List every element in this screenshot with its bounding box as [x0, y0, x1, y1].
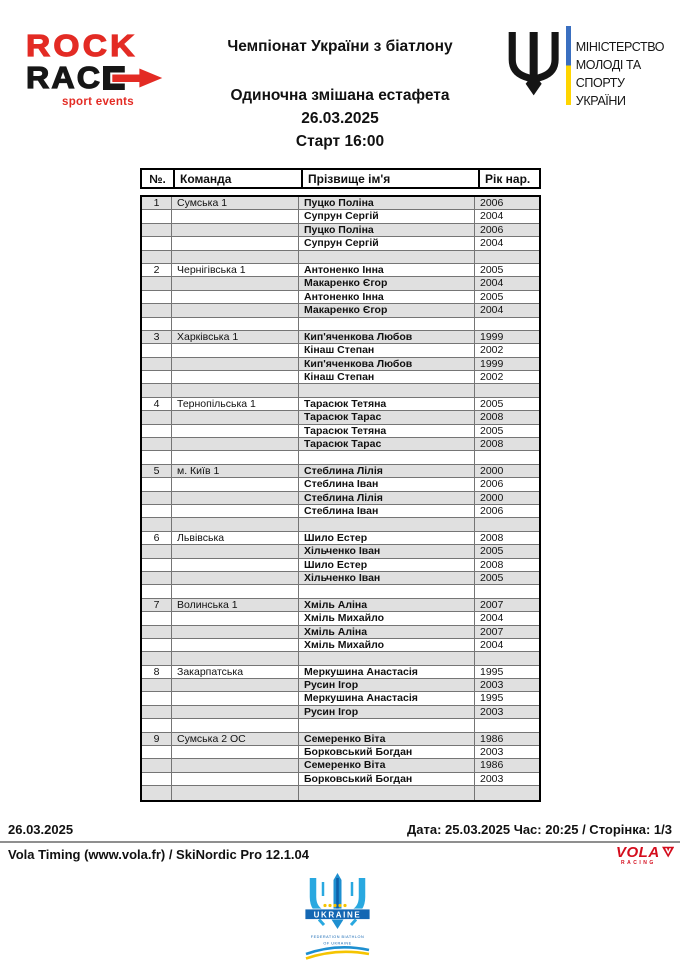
cell-year: 2002	[480, 371, 504, 384]
cell-name	[299, 251, 475, 263]
cell-team	[172, 224, 299, 236]
cell-number	[142, 425, 172, 437]
cell-year: 2000	[480, 491, 504, 504]
cell-team	[172, 706, 299, 718]
table-row	[142, 465, 539, 478]
cell-team	[172, 304, 299, 316]
cell-year: 2006	[480, 504, 504, 517]
cell-name: Шило Естер	[299, 559, 475, 571]
rockrace-logo-race: RAC	[26, 60, 103, 95]
cell-number: 6	[142, 532, 172, 544]
cell-year: 2007	[480, 598, 504, 611]
rockrace-logo-subtitle: sport events	[62, 96, 134, 108]
cell-team: Тернопільська 1	[172, 398, 299, 410]
cell-year: 2004	[480, 612, 504, 625]
cell-team	[172, 344, 299, 356]
cell-year: 2008	[480, 558, 504, 571]
cell-year: 2005	[480, 424, 504, 437]
cell-team	[172, 746, 299, 758]
cell-name: Тарасюк Тетяна	[299, 398, 475, 410]
table-row	[142, 277, 539, 290]
cell-team	[172, 585, 299, 597]
cell-team	[172, 719, 299, 731]
trident-icon	[506, 25, 561, 105]
cell-year	[475, 652, 539, 664]
federation-biathlon-logo	[300, 873, 376, 961]
cell-team	[172, 411, 299, 423]
cell-year: 1999	[480, 357, 504, 370]
cell-year: 2007	[480, 625, 504, 638]
cell-number: 8	[142, 666, 172, 678]
cell-number	[142, 451, 172, 463]
cell-year: 2006	[480, 223, 504, 236]
table-row	[142, 746, 539, 759]
table-row	[142, 291, 539, 304]
table-row	[142, 358, 539, 371]
cell-team	[172, 518, 299, 530]
cell-name: Тарасюк Тарас	[299, 411, 475, 423]
cell-year	[475, 318, 539, 330]
column-header-team: Команда	[173, 170, 301, 187]
separator-row	[142, 719, 539, 732]
table-row	[142, 679, 539, 692]
separator-row	[142, 786, 539, 799]
cell-year: 2005	[480, 397, 504, 410]
table-row	[142, 759, 539, 772]
cell-name: Хільченко Іван	[299, 572, 475, 584]
cell-name: Стеблина Лілія	[299, 465, 475, 477]
cell-name: Русин Ігор	[299, 679, 475, 691]
cell-team	[172, 759, 299, 771]
table-row	[142, 532, 539, 545]
cell-number	[142, 518, 172, 530]
table-row	[142, 706, 539, 719]
cell-name: Тарасюк Тетяна	[299, 425, 475, 437]
table-row	[142, 264, 539, 277]
cell-team	[172, 505, 299, 517]
cell-name	[299, 518, 475, 530]
table-row	[142, 438, 539, 451]
cell-year: 1999	[480, 330, 504, 343]
table-row	[142, 545, 539, 558]
table-row	[142, 559, 539, 572]
cell-number: 1	[142, 197, 172, 209]
cell-year: 2008	[480, 531, 504, 544]
cell-year: 2004	[480, 237, 504, 250]
cell-number	[142, 371, 172, 383]
cell-year: 2003	[480, 746, 504, 759]
table-row	[142, 599, 539, 612]
cell-year	[475, 786, 539, 799]
cell-name: Пуцко Поліна	[299, 197, 475, 209]
cell-name	[299, 384, 475, 396]
cell-number	[142, 318, 172, 330]
vola-triangle-icon	[662, 845, 674, 860]
cell-number: 3	[142, 331, 172, 343]
column-header-number: №.	[149, 171, 166, 186]
cell-number	[142, 411, 172, 423]
cell-number	[142, 505, 172, 517]
cell-team	[172, 652, 299, 664]
table-row	[142, 371, 539, 384]
cell-name: Семеренко Віта	[299, 733, 475, 745]
cell-year: 2002	[480, 344, 504, 357]
cell-name: Борковський Богдан	[299, 773, 475, 785]
cell-year: 2004	[480, 277, 504, 290]
cell-year: 2008	[480, 438, 504, 451]
cell-name: Семеренко Віта	[299, 759, 475, 771]
cell-name	[299, 318, 475, 330]
cell-team: Чернігівська 1	[172, 264, 299, 276]
cell-name: Меркушина Анастасія	[299, 666, 475, 678]
cell-number	[142, 639, 172, 651]
event-start-time: Старт 16:00	[295, 133, 385, 150]
table-row	[142, 304, 539, 317]
cell-year: 2005	[480, 263, 504, 276]
cell-number	[142, 545, 172, 557]
ministry-text	[576, 25, 680, 111]
cell-name	[299, 786, 475, 799]
cell-team	[172, 291, 299, 303]
footer-divider	[0, 841, 680, 843]
cell-team	[172, 773, 299, 785]
cell-number	[142, 224, 172, 236]
federation-line1: FEDERATION BIATHLON	[310, 935, 365, 939]
cell-year: 2000	[480, 464, 504, 477]
cell-name: Хміль Аліна	[299, 599, 475, 611]
table-row	[142, 692, 539, 705]
cell-year: 2003	[480, 772, 504, 785]
cell-name: Кінаш Степан	[299, 371, 475, 383]
ministry-line-2: МОЛОДІ ТА СПОРТУ	[575, 58, 641, 91]
page-title: Чемпіонат України з біатлону	[227, 38, 453, 55]
cell-team	[172, 478, 299, 490]
table-row	[142, 639, 539, 652]
table-row	[142, 411, 539, 424]
cell-number	[142, 759, 172, 771]
cell-year: 2005	[480, 571, 504, 584]
table-row	[142, 773, 539, 786]
cell-name	[299, 451, 475, 463]
separator-row	[142, 585, 539, 598]
cell-year: 1986	[480, 732, 504, 745]
cell-year	[475, 518, 539, 530]
federation-line2: OF UKRAINE	[323, 941, 352, 946]
cell-number	[142, 612, 172, 624]
cell-team	[172, 626, 299, 638]
cell-team	[172, 358, 299, 370]
event-date: 26.03.2025	[301, 110, 379, 127]
table-row	[142, 612, 539, 625]
cell-team: Львівська	[172, 532, 299, 544]
cell-name: Стеблина Іван	[299, 505, 475, 517]
cell-year: 2003	[480, 679, 504, 692]
footer-print-info: Дата: 25.03.2025 Час: 20:25 / Сторінка: 1/3	[406, 822, 672, 837]
cell-name: Хміль Михайло	[299, 612, 475, 624]
table-row	[142, 478, 539, 491]
cell-name: Стеблина Іван	[299, 478, 475, 490]
cell-name: Кінаш Степан	[299, 344, 475, 356]
cell-name: Тарасюк Тарас	[299, 438, 475, 450]
table-row	[142, 344, 539, 357]
cell-team: Харківська 1	[172, 331, 299, 343]
cell-team	[172, 786, 299, 799]
cell-team	[172, 318, 299, 330]
cell-team	[172, 612, 299, 624]
table-row	[142, 210, 539, 223]
cell-team	[172, 237, 299, 249]
cell-year: 2006	[480, 197, 504, 209]
cell-number	[142, 492, 172, 504]
cell-number	[142, 384, 172, 396]
event-subtitle: Одиночна змішана естафета	[230, 87, 450, 104]
cell-number	[142, 291, 172, 303]
cell-number	[142, 706, 172, 718]
vola-logo-racing: RACING	[621, 860, 656, 866]
cell-team	[172, 371, 299, 383]
cell-year: 1986	[480, 759, 504, 772]
cell-number	[142, 210, 172, 222]
cell-number	[142, 786, 172, 799]
cell-number	[142, 773, 172, 785]
cell-number	[142, 719, 172, 731]
footer-timing-software: Vola Timing (www.vola.fr) / SkiNordic Pro 12.1.04	[8, 847, 310, 862]
cell-team: Закарпатська	[172, 666, 299, 678]
separator-row	[142, 251, 539, 264]
cell-year	[475, 585, 539, 597]
cell-number	[142, 304, 172, 316]
cell-year: 2004	[480, 638, 504, 651]
cell-name: Кип'яченкова Любов	[299, 358, 475, 370]
cell-number	[142, 277, 172, 289]
cell-team: м. Київ 1	[172, 465, 299, 477]
cell-name: Супрун Сергій	[299, 237, 475, 249]
cell-name: Антоненко Інна	[299, 264, 475, 276]
federation-trident-icon	[300, 873, 376, 961]
cell-name	[299, 585, 475, 597]
cell-name: Супрун Сергій	[299, 210, 475, 222]
cell-number	[142, 652, 172, 664]
flag-bar	[566, 26, 570, 105]
cell-team: Сумська 1	[172, 197, 299, 209]
cell-team: Сумська 2 ОС	[172, 733, 299, 745]
separator-row	[142, 384, 539, 397]
vola-logo-word: VOLA	[616, 844, 660, 861]
cell-team	[172, 572, 299, 584]
cell-name: Хміль Аліна	[299, 626, 475, 638]
cell-number	[142, 746, 172, 758]
cell-year: 2006	[480, 478, 504, 491]
cell-year: 2005	[480, 545, 504, 558]
cell-name: Кип'яченкова Любов	[299, 331, 475, 343]
separator-row	[142, 451, 539, 464]
cell-team	[172, 210, 299, 222]
cell-name: Антоненко Інна	[299, 291, 475, 303]
ministry-line-1: МІНІСТЕРСТВО	[575, 40, 665, 54]
cell-team	[172, 251, 299, 263]
cell-number	[142, 572, 172, 584]
cell-team	[172, 545, 299, 557]
cell-number: 5	[142, 465, 172, 477]
cell-team	[172, 679, 299, 691]
cell-number: 9	[142, 733, 172, 745]
cell-number	[142, 585, 172, 597]
cell-name: Русин Ігор	[299, 706, 475, 718]
cell-name: Хміль Михайло	[299, 639, 475, 651]
cell-year	[475, 384, 539, 396]
cell-name: Шило Естер	[299, 532, 475, 544]
cell-team: Волинська 1	[172, 599, 299, 611]
cell-number	[142, 438, 172, 450]
separator-row	[142, 652, 539, 665]
cell-team	[172, 451, 299, 463]
footer-event-date: 26.03.2025	[8, 822, 74, 837]
cell-team	[172, 559, 299, 571]
cell-year: 2004	[480, 304, 504, 317]
table-row	[142, 733, 539, 746]
column-header-year: Рік нар.	[478, 170, 539, 187]
table-row	[142, 237, 539, 250]
cell-name	[299, 719, 475, 731]
cell-number	[142, 344, 172, 356]
cell-year	[475, 451, 539, 463]
table-row	[142, 331, 539, 344]
table-row	[142, 492, 539, 505]
cell-number: 2	[142, 264, 172, 276]
cell-name: Меркушина Анастасія	[299, 692, 475, 704]
column-header-name: Прізвище ім'я	[301, 170, 478, 187]
separator-row	[142, 518, 539, 531]
cell-year: 2008	[480, 411, 504, 424]
cell-number	[142, 251, 172, 263]
table-row	[142, 425, 539, 438]
cell-team	[172, 438, 299, 450]
cell-name: Пуцко Поліна	[299, 224, 475, 236]
cell-number	[142, 237, 172, 249]
table-row	[142, 398, 539, 411]
table-row	[142, 572, 539, 585]
cell-name: Стеблина Лілія	[299, 492, 475, 504]
cell-number: 7	[142, 599, 172, 611]
cell-year: 2003	[480, 705, 504, 718]
cell-year: 1995	[480, 692, 504, 705]
table-row	[142, 224, 539, 237]
cell-year	[475, 251, 539, 263]
cell-team	[172, 384, 299, 396]
table-header	[140, 168, 541, 189]
rockrace-logo-rock: ROCK	[26, 28, 138, 63]
federation-band-text: UKRAINE	[313, 910, 362, 920]
cell-number	[142, 692, 172, 704]
cell-team	[172, 692, 299, 704]
cell-number	[142, 559, 172, 571]
cell-year: 2005	[480, 290, 504, 303]
ministry-line-3: УКРАЇНИ	[575, 94, 626, 109]
cell-name: Макаренко Єгор	[299, 304, 475, 316]
cell-name: Борковський Богдан	[299, 746, 475, 758]
ministry-logo	[506, 25, 680, 111]
cell-name: Макаренко Єгор	[299, 277, 475, 289]
cell-number	[142, 478, 172, 490]
cell-team	[172, 492, 299, 504]
table-row	[142, 666, 539, 679]
table-row	[142, 197, 539, 210]
cell-number	[142, 679, 172, 691]
cell-team	[172, 277, 299, 289]
vola-logo	[616, 845, 674, 867]
cell-number: 4	[142, 398, 172, 410]
cell-year	[475, 719, 539, 731]
table-body	[140, 195, 541, 802]
cell-team	[172, 639, 299, 651]
table-row	[142, 626, 539, 639]
cell-year: 2004	[480, 210, 504, 223]
rockrace-logo	[26, 30, 166, 108]
cell-number	[142, 358, 172, 370]
cell-name	[299, 652, 475, 664]
separator-row	[142, 318, 539, 331]
cell-name: Хільченко Іван	[299, 545, 475, 557]
table-row	[142, 505, 539, 518]
cell-team	[172, 425, 299, 437]
cell-number	[142, 626, 172, 638]
cell-year: 1995	[480, 665, 504, 678]
